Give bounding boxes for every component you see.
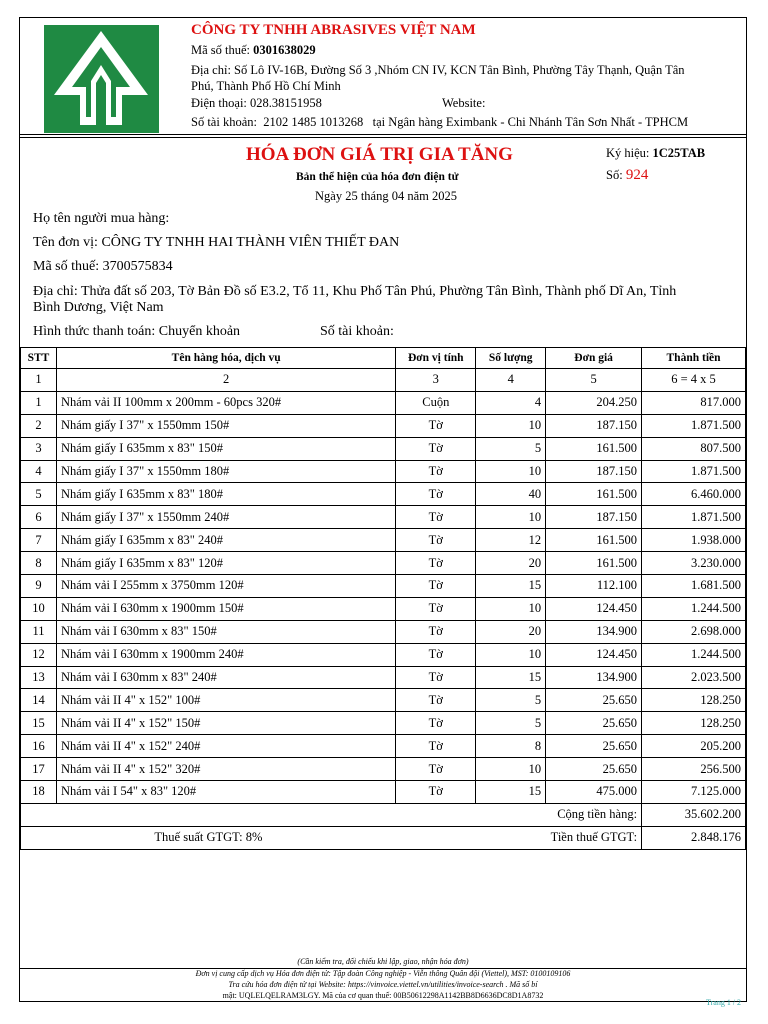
table-cell: 13 — [21, 666, 57, 689]
table-cell: 204.250 — [546, 391, 642, 414]
header-price: Đơn giá — [546, 348, 642, 369]
header-divider — [20, 137, 746, 138]
table-cell: Tờ — [396, 712, 476, 735]
seller-phone: Điện thoại: 028.38151958 — [191, 96, 322, 110]
table-cell: 20 — [476, 552, 546, 575]
table-cell: Cuộn — [396, 391, 476, 414]
table-cell: 3 — [21, 437, 57, 460]
table-cell: Nhám vải II 4" x 152" 240# — [56, 735, 395, 758]
table-header-row — [21, 348, 746, 369]
table-cell: 11 — [21, 620, 57, 643]
table-row — [21, 666, 746, 689]
company-logo-icon — [44, 25, 159, 133]
table-cell: Tờ — [396, 414, 476, 437]
seller-tax: Mã số thuế: 0301638029 — [191, 43, 316, 57]
table-cell: 25.650 — [546, 735, 642, 758]
invoice-date: Ngày 25 tháng 04 năm 2025 — [315, 189, 457, 203]
table-row — [21, 483, 746, 506]
table-cell: 15 — [21, 712, 57, 735]
page-number: Trang 1 / 2 — [706, 998, 742, 1007]
table-cell: 161.500 — [546, 483, 642, 506]
table-cell: 8 — [21, 552, 57, 575]
table-cell: 134.900 — [546, 666, 642, 689]
table-cell: Tờ — [396, 689, 476, 712]
header-unit: Đơn vị tính — [396, 348, 476, 369]
table-cell: 112.100 — [546, 575, 642, 598]
table-cell: 10 — [476, 597, 546, 620]
table-cell: 8 — [476, 735, 546, 758]
seller-name: CÔNG TY TNHH ABRASIVES VIỆT NAM — [191, 22, 476, 38]
buyer-name: Họ tên người mua hàng: — [33, 211, 170, 226]
table-cell: Tờ — [396, 460, 476, 483]
seller-address-line2: Phú, Thành Phố Hồ Chí Minh — [191, 79, 341, 93]
table-cell: 25.650 — [546, 758, 642, 781]
table-cell: Nhám giấy I 635mm x 83" 180# — [56, 483, 395, 506]
seller-header — [20, 18, 746, 135]
table-cell: 10 — [476, 506, 546, 529]
table-cell: 14 — [21, 689, 57, 712]
table-cell: 10 — [476, 414, 546, 437]
table-row — [21, 575, 746, 598]
table-cell: 128.250 — [642, 712, 746, 735]
buyer-address-line2: Bình Dương, Việt Nam — [33, 300, 164, 315]
header-amount: Thành tiền — [642, 348, 746, 369]
table-row — [21, 391, 746, 414]
table-cell: 16 — [21, 735, 57, 758]
table-cell: 2.023.500 — [642, 666, 746, 689]
invoice-subtitle: Bản thể hiện của hóa đơn điện tử — [296, 171, 459, 183]
table-row — [21, 529, 746, 552]
table-cell: Tờ — [396, 529, 476, 552]
table-cell: 1.681.500 — [642, 575, 746, 598]
invoice-frame — [19, 17, 747, 1002]
table-cell: 1.871.500 — [642, 414, 746, 437]
items-table — [20, 347, 746, 850]
table-cell: 9 — [21, 575, 57, 598]
table-cell: 1.244.500 — [642, 597, 746, 620]
table-row — [21, 552, 746, 575]
subtotal-row — [21, 803, 746, 826]
table-cell: 128.250 — [642, 689, 746, 712]
table-cell: 12 — [21, 643, 57, 666]
table-cell: Nhám vải II 4" x 152" 100# — [56, 689, 395, 712]
buyer-tax: Mã số thuế: 3700575834 — [33, 259, 173, 274]
table-cell: Nhám vải I 630mm x 1900mm 150# — [56, 597, 395, 620]
table-row — [21, 620, 746, 643]
table-cell: 124.450 — [546, 643, 642, 666]
footer-lookup: Tra cứu hóa đơn điện tử tại Website: https://vinvoice.viettel.vn/utilities/invoice-search . Mã số bí — [228, 980, 538, 989]
table-cell: Tờ — [396, 552, 476, 575]
table-cell: 1.244.500 — [642, 643, 746, 666]
table-cell: 40 — [476, 483, 546, 506]
footer-provider: Đơn vị cung cấp dịch vụ Hóa đơn điện tử: Tập đoàn Công nghiệp - Viễn thông Quân đội (Viettel), MST: 0100109106 — [195, 969, 571, 978]
seller-account: Số tài khoản: 2102 1485 1013268 tại Ngân hàng Eximbank - Chi Nhánh Tân Sơn Nhất - TPHCM — [191, 115, 689, 129]
header-qty: Số lượng — [476, 348, 546, 369]
invoice-title: HÓA ĐƠN GIÁ TRỊ GIA TĂNG — [246, 144, 513, 165]
table-cell: 1 — [21, 391, 57, 414]
subtotal-label: Cộng tiền hàng: — [21, 803, 642, 826]
table-cell: 134.900 — [546, 620, 642, 643]
footer-code: mật: UQLELQELRAM3LGY. Mã của cơ quan thuế: 00B50612298A1142BB8D6636DC8D1A8732 — [222, 991, 544, 1000]
table-cell: 1.871.500 — [642, 460, 746, 483]
table-cell: 12 — [476, 529, 546, 552]
table-row — [21, 506, 746, 529]
table-cell: 124.450 — [546, 597, 642, 620]
table-cell: 4 — [21, 460, 57, 483]
table-cell: 6.460.000 — [642, 483, 746, 506]
header-stt: STT — [21, 348, 57, 369]
table-cell: 5 — [476, 689, 546, 712]
table-cell: 161.500 — [546, 437, 642, 460]
seller-website: Website: — [442, 96, 486, 110]
table-cell: 18 — [21, 781, 57, 804]
table-cell: Tờ — [396, 437, 476, 460]
table-cell: 187.150 — [546, 414, 642, 437]
index-cell: 3 — [396, 369, 476, 392]
table-row — [21, 781, 746, 804]
table-cell: 5 — [476, 712, 546, 735]
table-cell: 7.125.000 — [642, 781, 746, 804]
table-cell: Tờ — [396, 575, 476, 598]
vat-row — [21, 826, 746, 849]
table-cell: 15 — [476, 666, 546, 689]
table-cell: Tờ — [396, 620, 476, 643]
table-cell: Nhám vải I 54" x 83" 120# — [56, 781, 395, 804]
table-row — [21, 460, 746, 483]
buyer-payment: Hình thức thanh toán: Chuyển khoản — [33, 324, 241, 339]
table-row — [21, 689, 746, 712]
table-cell: Nhám vải I 630mm x 83" 240# — [56, 666, 395, 689]
table-cell: Nhám vải II 100mm x 200mm - 60pcs 320# — [56, 391, 395, 414]
table-cell: Nhám vải I 630mm x 83" 150# — [56, 620, 395, 643]
table-cell: Nhám giấy I 635mm x 83" 240# — [56, 529, 395, 552]
table-cell: Nhám vải II 4" x 152" 150# — [56, 712, 395, 735]
table-cell: Tờ — [396, 781, 476, 804]
index-cell: 5 — [546, 369, 642, 392]
table-row — [21, 437, 746, 460]
header-name: Tên hàng hóa, dịch vụ — [56, 348, 395, 369]
vat-value: 2.848.176 — [642, 826, 746, 849]
vat-rate: Thuế suất GTGT: 8% — [21, 826, 396, 849]
table-cell: Tờ — [396, 597, 476, 620]
table-cell: 2 — [21, 414, 57, 437]
table-cell: 475.000 — [546, 781, 642, 804]
table-cell: 1.938.000 — [642, 529, 746, 552]
invoice-number: Số: 924 — [606, 167, 649, 183]
table-cell: 1.871.500 — [642, 506, 746, 529]
buyer-unit: Tên đơn vị: CÔNG TY TNHH HAI THÀNH VIÊN THIẾT ĐAN — [33, 235, 400, 250]
table-cell: 17 — [21, 758, 57, 781]
table-cell: Nhám giấy I 37" x 1550mm 180# — [56, 460, 395, 483]
table-cell: 187.150 — [546, 506, 642, 529]
table-cell: 25.650 — [546, 689, 642, 712]
invoice-symbol: Ký hiệu: 1C25TAB — [606, 146, 706, 160]
table-cell: Tờ — [396, 643, 476, 666]
table-cell: 25.650 — [546, 712, 642, 735]
table-cell: Tờ — [396, 758, 476, 781]
index-cell: 4 — [476, 369, 546, 392]
buyer-address-line1: Địa chỉ: Thửa đất số 203, Tờ Bản Đồ số E3.2, Tổ 11, Khu Phố Tân Phú, Phường Tân Bình, Thành phố Dĩ An, Tỉnh — [33, 284, 677, 299]
table-cell: 15 — [476, 781, 546, 804]
subtotal-value: 35.602.200 — [642, 803, 746, 826]
buyer-account: Số tài khoản: — [320, 324, 394, 339]
table-cell: 187.150 — [546, 460, 642, 483]
table-cell: Tờ — [396, 666, 476, 689]
table-cell: Nhám vải I 255mm x 3750mm 120# — [56, 575, 395, 598]
table-cell: 205.200 — [642, 735, 746, 758]
table-cell: Tờ — [396, 506, 476, 529]
table-cell: 20 — [476, 620, 546, 643]
table-row — [21, 597, 746, 620]
table-cell: 10 — [476, 460, 546, 483]
table-cell: 15 — [476, 575, 546, 598]
table-row — [21, 643, 746, 666]
table-cell: 10 — [476, 758, 546, 781]
table-index-row — [21, 369, 746, 392]
table-cell: 5 — [21, 483, 57, 506]
table-cell: Nhám giấy I 635mm x 83" 150# — [56, 437, 395, 460]
table-cell: Nhám vải II 4" x 152" 320# — [56, 758, 395, 781]
table-cell: 10 — [21, 597, 57, 620]
table-cell: 3.230.000 — [642, 552, 746, 575]
footer-note: (Cần kiểm tra, đối chiếu khi lập, giao, nhận hóa đơn) — [297, 957, 469, 966]
index-cell: 6 = 4 x 5 — [642, 369, 746, 392]
table-row — [21, 758, 746, 781]
table-cell: Nhám giấy I 635mm x 83" 120# — [56, 552, 395, 575]
table-cell: Tờ — [396, 483, 476, 506]
table-cell: 256.500 — [642, 758, 746, 781]
table-cell: 4 — [476, 391, 546, 414]
table-cell: 161.500 — [546, 529, 642, 552]
table-cell: Tờ — [396, 735, 476, 758]
table-cell: 10 — [476, 643, 546, 666]
index-cell: 2 — [56, 369, 395, 392]
table-cell: 817.000 — [642, 391, 746, 414]
seller-address-line1: Địa chỉ: Số Lô IV-16B, Đường Số 3 ,Nhóm CN IV, KCN Tân Bình, Phường Tây Thạnh, Quận Tân — [191, 63, 685, 77]
index-cell: 1 — [21, 369, 57, 392]
table-row — [21, 712, 746, 735]
table-row — [21, 735, 746, 758]
table-cell: 7 — [21, 529, 57, 552]
table-cell: 807.500 — [642, 437, 746, 460]
table-cell: 2.698.000 — [642, 620, 746, 643]
table-cell: 6 — [21, 506, 57, 529]
table-cell: 5 — [476, 437, 546, 460]
table-cell: 161.500 — [546, 552, 642, 575]
table-cell: Nhám giấy I 37" x 1550mm 150# — [56, 414, 395, 437]
table-cell: Nhám giấy I 37" x 1550mm 240# — [56, 506, 395, 529]
vat-label: Tiền thuế GTGT: — [396, 826, 642, 849]
table-cell: Nhám vải I 630mm x 1900mm 240# — [56, 643, 395, 666]
table-row — [21, 414, 746, 437]
